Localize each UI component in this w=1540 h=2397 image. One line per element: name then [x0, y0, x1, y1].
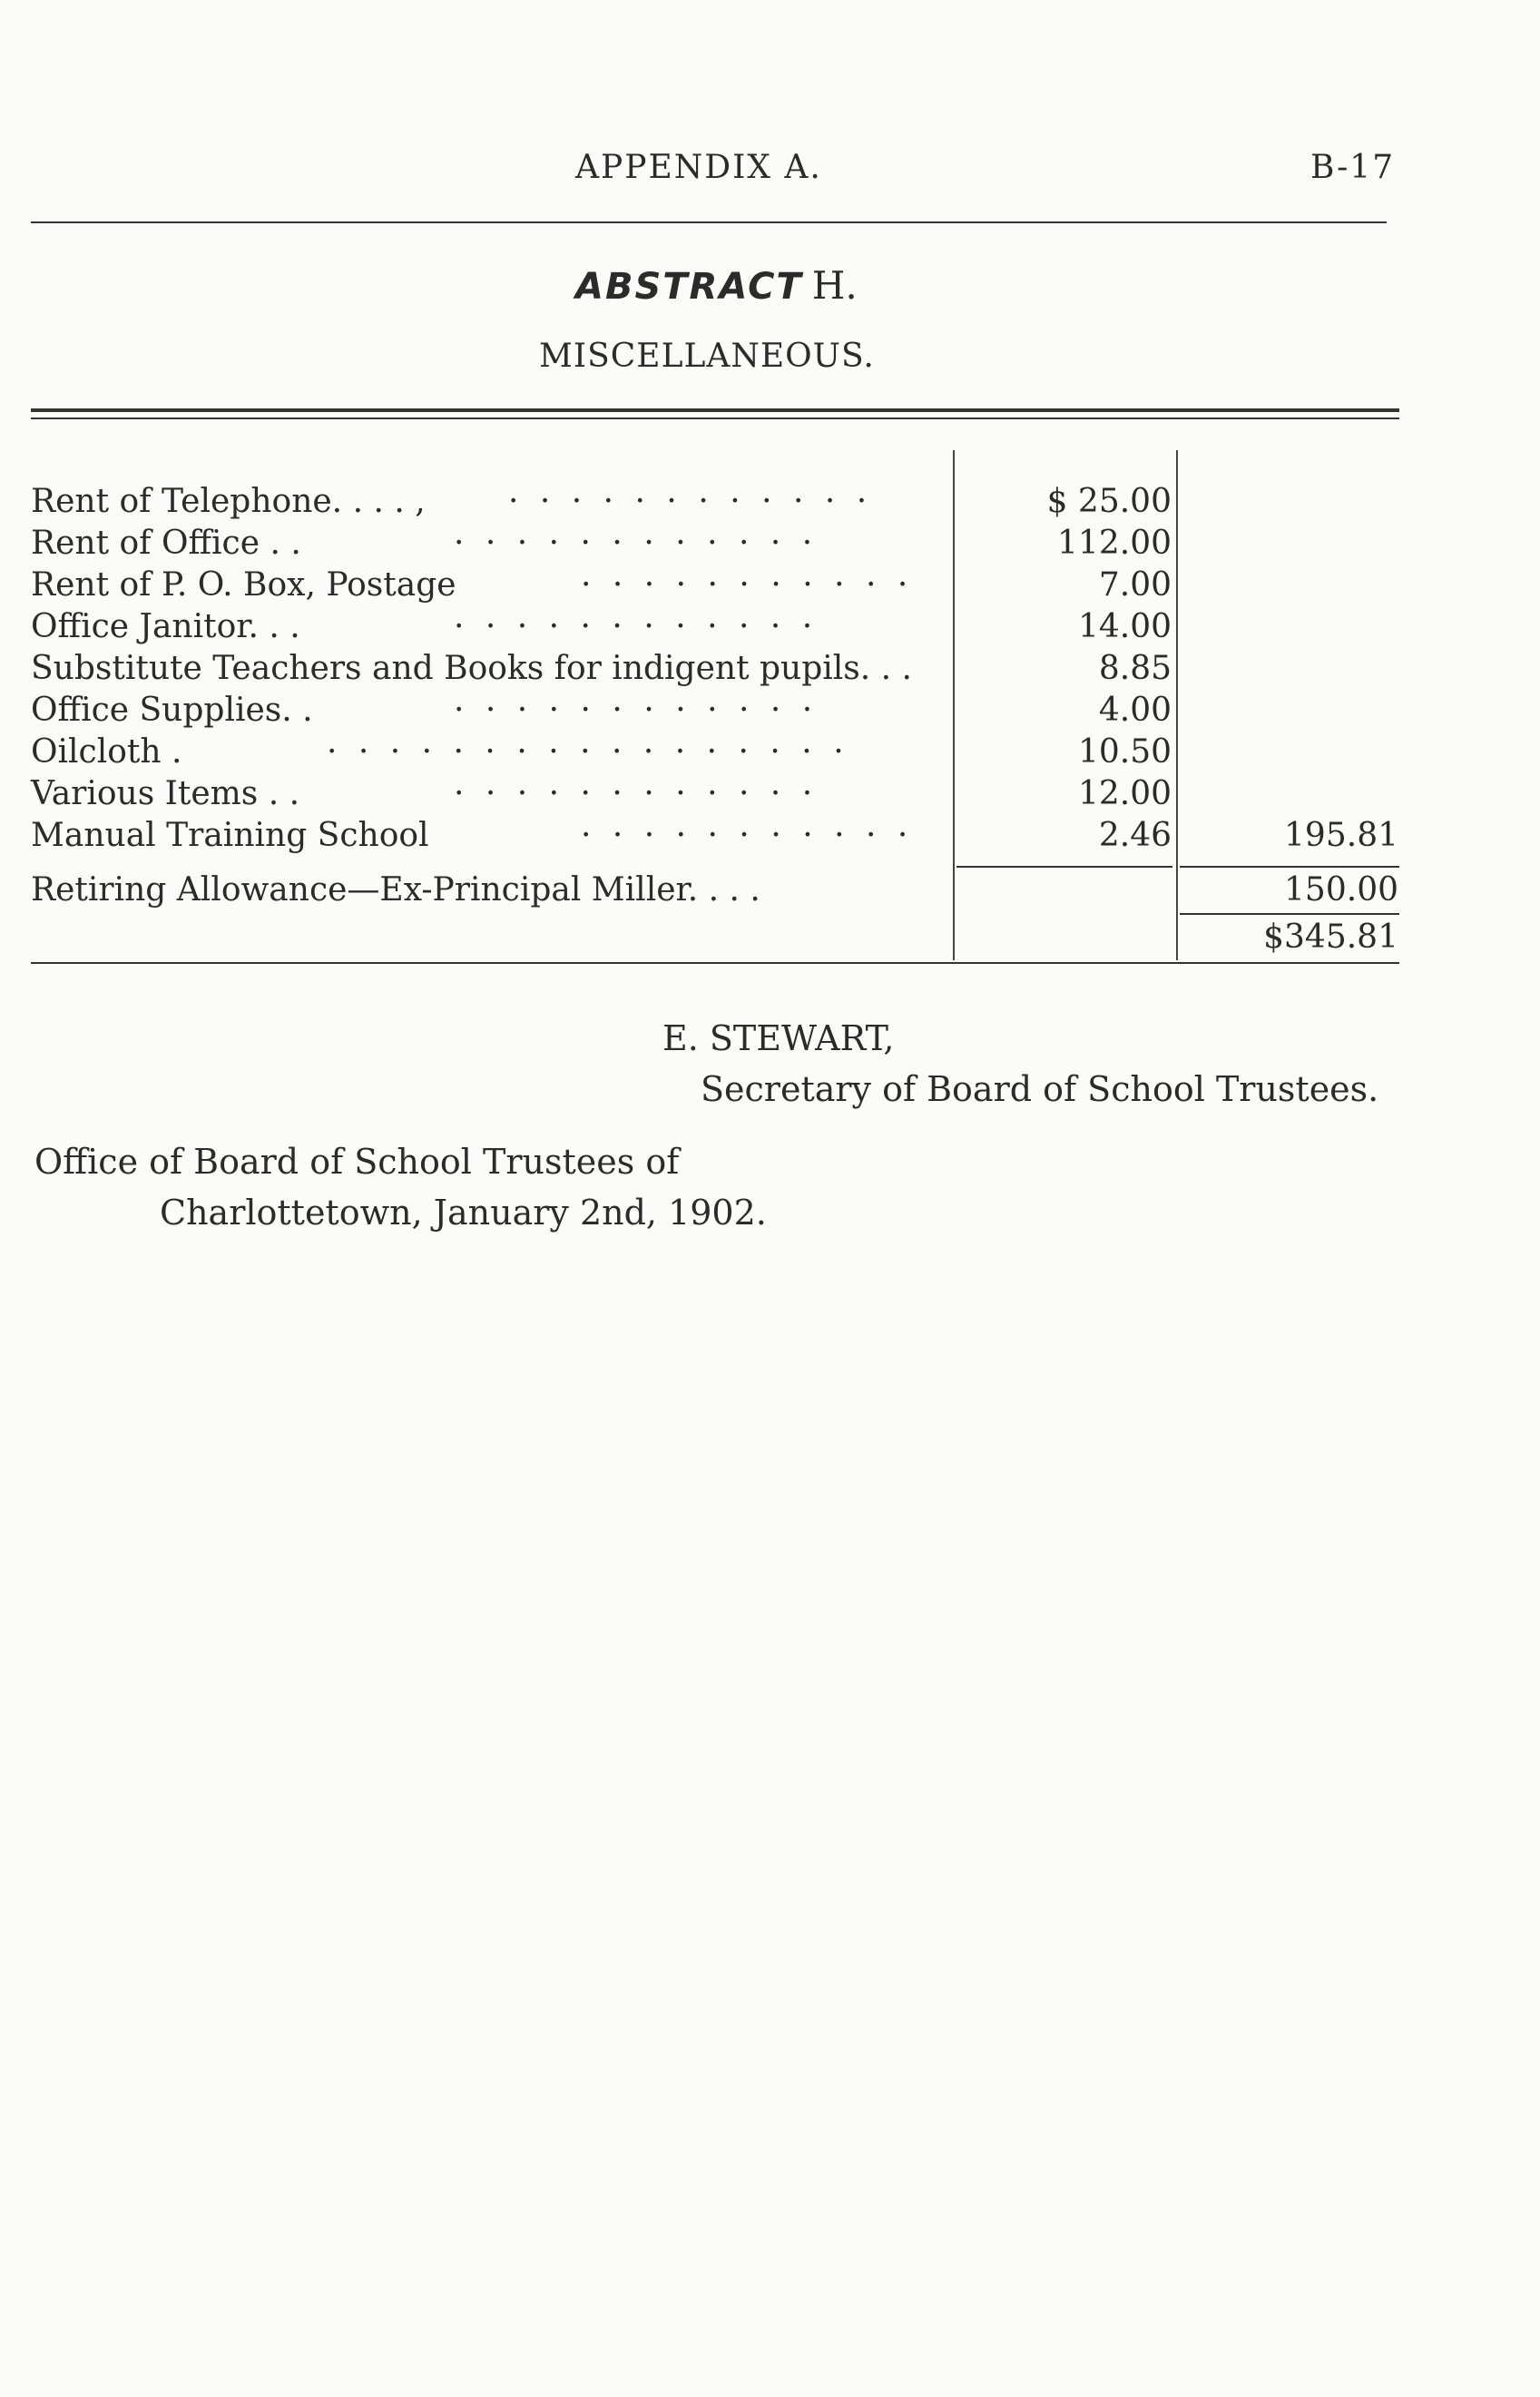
header-rule: [31, 221, 1387, 223]
table-row: [0, 690, 1540, 732]
table-top-rule-thin: [31, 418, 1399, 419]
retiring-amount: 150.00: [1284, 871, 1398, 909]
table-row: [0, 481, 1540, 523]
leader-dots: · · · · · · · · · · · ·: [454, 692, 819, 729]
item-label: Retiring Allowance—Ex-Principal Miller. . . .: [31, 871, 760, 909]
subtotal-amount: 195.81: [1284, 817, 1398, 854]
appendix-label: APPENDIX A.: [575, 149, 822, 186]
table-row: [0, 648, 1540, 690]
leader-dots: · · · · · · · · · · ·: [581, 817, 914, 854]
item-amount: 12.00: [1077, 775, 1172, 812]
item-label: Oilcloth .: [31, 733, 182, 771]
subtotal-rule-col1: [956, 866, 1172, 868]
item-amount: 2.46: [1098, 817, 1172, 854]
table-row: [0, 732, 1540, 773]
item-label: Office Supplies. .: [31, 692, 313, 729]
abstract-letter: H.: [811, 263, 858, 308]
item-amount: 10.50: [1077, 733, 1172, 771]
office-line-1: Office of Board of School Trustees of: [34, 1142, 680, 1182]
leader-dots: · · · · · · · · · · · · · · · · ·: [327, 733, 849, 771]
item-amount: 14.00: [1077, 608, 1172, 645]
item-amount: 7.00: [1098, 566, 1172, 604]
item-label: Rent of Office . .: [31, 525, 301, 562]
leader-dots: · · · · · · · · · · · ·: [508, 483, 873, 520]
item-label: Rent of P. O. Box, Postage: [31, 566, 456, 604]
table-bottom-rule: [31, 962, 1399, 964]
leader-dots: · · · · · · · · · · · ·: [454, 525, 819, 562]
item-label: Office Janitor. . .: [31, 608, 300, 645]
page-number: B-17: [1310, 149, 1396, 186]
item-label: Substitute Teachers and Books for indigent pupils. . .: [31, 650, 912, 687]
table-row: [0, 815, 1540, 857]
item-label: Various Items . .: [31, 775, 300, 812]
table-row-retiring: [0, 869, 1540, 911]
item-amount: $ 25.00: [1046, 483, 1172, 520]
leader-dots: · · · · · · · · · · ·: [581, 566, 914, 604]
table-row: [0, 565, 1540, 606]
item-amount: 112.00: [1057, 525, 1172, 562]
table-row-total: [0, 917, 1540, 958]
item-amount: 8.85: [1098, 650, 1172, 687]
table-row: [0, 523, 1540, 565]
abstract-title: [575, 263, 858, 308]
table-top-rule-thick: [31, 408, 1399, 412]
subtotal-rule-col2: [1180, 866, 1399, 868]
signature-name: E. STEWART,: [662, 1018, 895, 1058]
abstract-word: ABSTRACT: [575, 266, 803, 308]
signature-title: Secretary of Board of School Trustees.: [701, 1069, 1379, 1109]
table-row: [0, 606, 1540, 648]
leader-dots: · · · · · · · · · · · ·: [454, 608, 819, 645]
item-label: Rent of Telephone. . . . ,: [31, 483, 426, 520]
abstract-subtitle: MISCELLANEOUS.: [539, 338, 875, 375]
retiring-rule: [1180, 913, 1399, 915]
leader-dots: · · · · · · · · · · · ·: [454, 775, 819, 812]
running-header: [575, 149, 822, 186]
grand-total: $345.81: [1263, 919, 1398, 956]
item-amount: 4.00: [1098, 692, 1172, 729]
office-line-2: Charlottetown, January 2nd, 1902.: [160, 1193, 767, 1233]
table-row: [0, 773, 1540, 815]
item-label: Manual Training School: [31, 817, 429, 854]
